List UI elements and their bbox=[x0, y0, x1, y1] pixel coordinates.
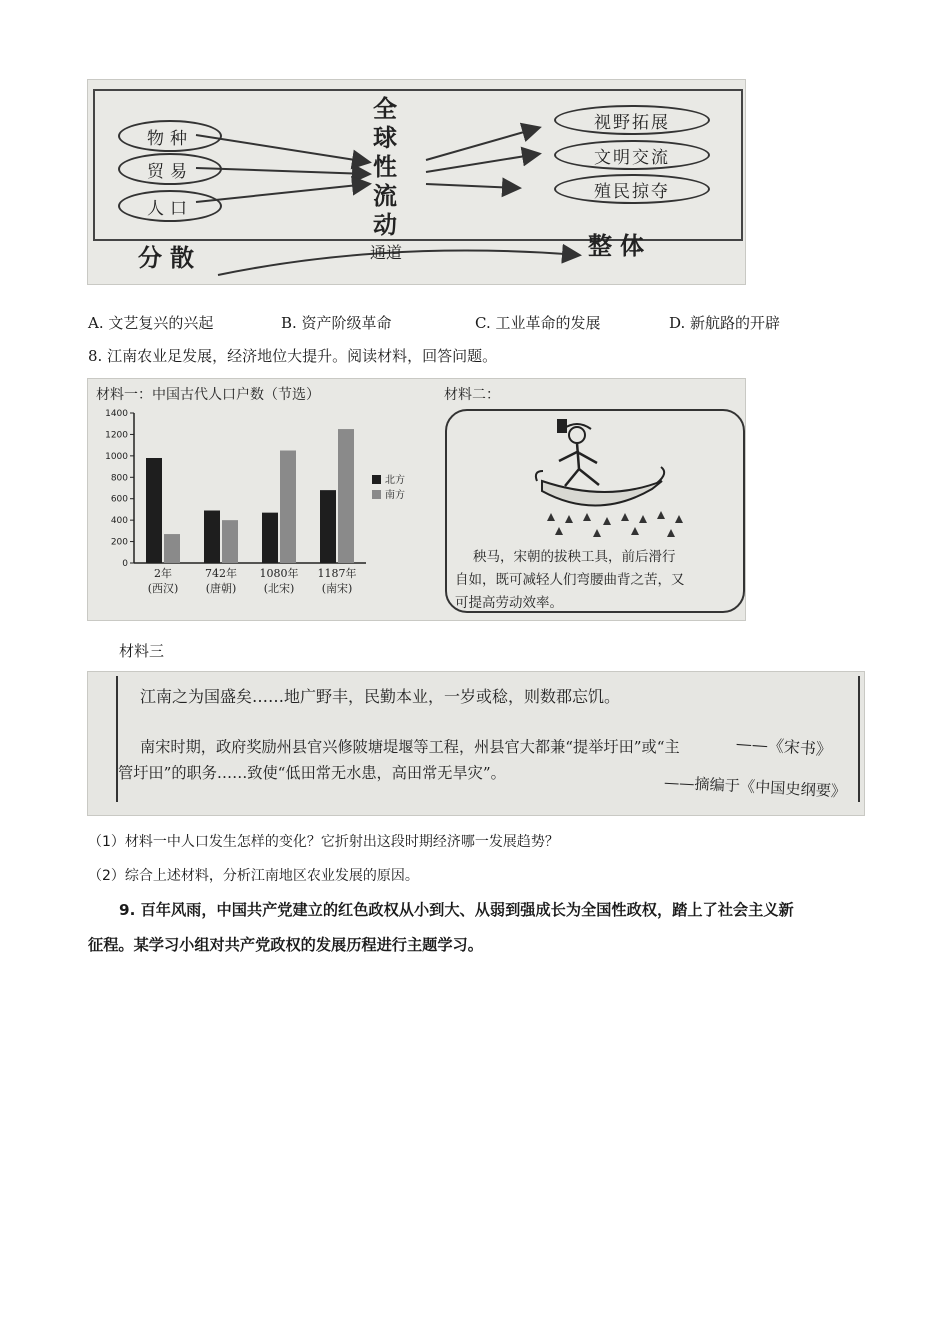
bottom-left-label: 分散 bbox=[138, 243, 202, 272]
bar-south bbox=[338, 429, 354, 563]
bar-north bbox=[146, 458, 162, 563]
q8-sub2: （2）综合上述材料，分析江南地区农业发展的原因。 bbox=[88, 868, 419, 884]
bar-north bbox=[204, 511, 220, 564]
q8-intro: 8. 江南农业足发展，经济地位大提升。阅读材料，回答问题。 bbox=[88, 347, 498, 365]
y-tick-label: 1200 bbox=[105, 430, 128, 441]
x-tick-label: 1187年 bbox=[317, 567, 357, 580]
y-tick-label: 200 bbox=[110, 537, 128, 548]
option-b: B. 资产阶级革命 bbox=[281, 314, 392, 332]
ellipse-trade: 贸易 bbox=[118, 153, 222, 185]
legend-label: 北方 bbox=[385, 475, 405, 486]
center-label: 全球性流动 bbox=[373, 94, 397, 239]
material2-caption-3: 可提高劳动效率。 bbox=[455, 595, 563, 611]
material3-line-2: ——《宋书》 bbox=[735, 733, 833, 760]
legend-label: 南方 bbox=[385, 490, 405, 501]
option-d: D. 新航路的开辟 bbox=[669, 314, 781, 332]
y-tick-label: 800 bbox=[110, 473, 128, 484]
q9-line-1: 9. 百年风雨，中国共产党建立的红色政权从小到大、从弱到强成长为全国性政权，踏上了社会主义新 bbox=[119, 901, 794, 919]
bar-south bbox=[164, 534, 180, 563]
x-tick-label: (北宋) bbox=[263, 582, 295, 595]
y-tick-label: 600 bbox=[110, 494, 128, 505]
x-tick-label: (唐朝) bbox=[205, 582, 237, 595]
y-tick-label: 0 bbox=[122, 559, 128, 569]
x-tick-label: 1080年 bbox=[259, 567, 299, 580]
q9-line-2: 征程。某学习小组对共产党政权的发展历程进行主题学习。 bbox=[88, 936, 483, 954]
material3-line-1: 江南之为国盛矣……地广野丰，民勤本业，一岁或稔，则数郡忘饥。 bbox=[140, 687, 621, 706]
bar-south bbox=[222, 520, 238, 563]
x-tick-label: 742年 bbox=[205, 567, 237, 580]
bottom-mid-label: 通道 bbox=[370, 243, 403, 262]
material2-caption-2: 自如，既可减轻人们弯腰曲背之苦，又 bbox=[455, 572, 685, 588]
material3-label: 材料三 bbox=[119, 642, 165, 660]
legend-swatch bbox=[372, 490, 381, 499]
y-tick-label: 1000 bbox=[105, 451, 128, 462]
option-c: C. 工业革命的发展 bbox=[475, 314, 601, 332]
ellipse-species: 物种 bbox=[118, 120, 222, 152]
bar-south bbox=[280, 451, 296, 564]
material2-box bbox=[445, 409, 745, 613]
material3-line-5: ——摘编于《中国史纲要》 bbox=[663, 773, 847, 801]
bar-north bbox=[262, 513, 278, 563]
material1-title: 材料一：中国古代人口户数（节选） bbox=[96, 387, 320, 403]
ellipse-colonial: 殖民掠夺 bbox=[554, 174, 710, 204]
seedling-icons bbox=[547, 511, 683, 537]
flow-diagram-photo bbox=[87, 79, 746, 285]
ellipse-exchange: 文明交流 bbox=[554, 140, 710, 170]
y-tick-label: 400 bbox=[110, 516, 128, 527]
q8-sub1: （1）材料一中人口发生怎样的变化？它折射出这段时期经济哪一发展趋势？ bbox=[88, 834, 559, 850]
material2-title: 材料二： bbox=[444, 387, 500, 403]
population-bar-chart bbox=[88, 403, 428, 618]
materials-photo bbox=[87, 378, 746, 621]
material3-photo bbox=[87, 671, 865, 816]
bar-north bbox=[320, 490, 336, 563]
yangma-illustration bbox=[447, 411, 743, 541]
legend-swatch bbox=[372, 475, 381, 484]
y-tick-label: 1400 bbox=[105, 409, 128, 419]
x-tick-label: 2年 bbox=[154, 567, 172, 580]
ellipse-vision: 视野拓展 bbox=[554, 105, 710, 135]
x-tick-label: (南宋) bbox=[321, 582, 353, 595]
option-a: A. 文艺复兴的兴起 bbox=[88, 314, 214, 332]
x-tick-label: (西汉) bbox=[147, 582, 179, 595]
material3-line-4: 管圩田”的职务……致使“低田常无水患，高田常无旱灾”。 bbox=[118, 764, 506, 782]
material3-line-3: 南宋时期，政府奖励州县官兴修陂塘堤堰等工程，州县官大都兼“提举圩田”或“主 bbox=[140, 738, 680, 756]
ellipse-population: 人口 bbox=[118, 190, 222, 222]
material2-caption-1: 秧马，宋朝的拔秧工具，前后滑行 bbox=[473, 549, 676, 565]
bottom-right-label: 整体 bbox=[588, 231, 652, 260]
